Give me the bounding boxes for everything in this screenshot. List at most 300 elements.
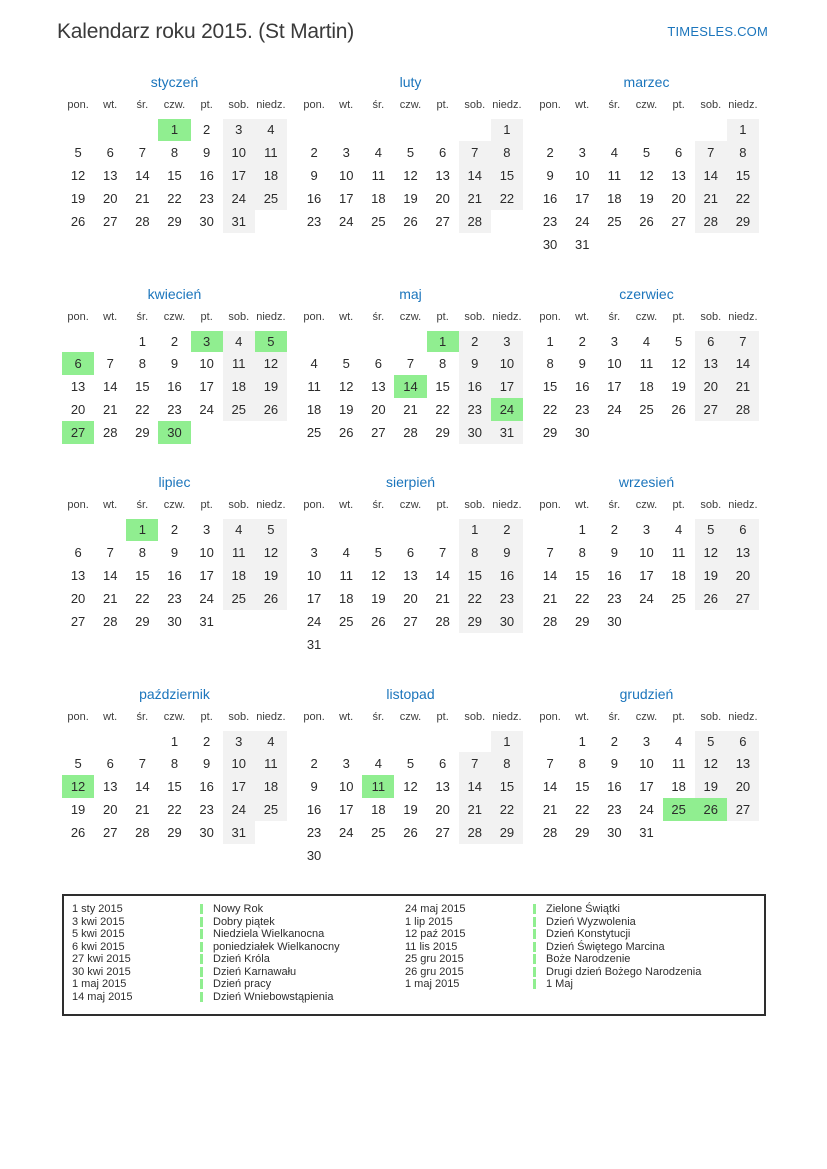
day-cell: 28 xyxy=(135,825,150,840)
day-cell: 26 xyxy=(255,398,287,421)
weekday-header: sob. xyxy=(223,499,255,518)
day-cell: 21 xyxy=(542,802,558,817)
day-cell: 16 xyxy=(542,190,558,206)
day-cell: 9 xyxy=(546,167,554,183)
weekday-header: pt. xyxy=(191,499,223,518)
empty-cell xyxy=(298,118,330,141)
empty-cell xyxy=(94,518,126,541)
day-cell: 12 xyxy=(695,752,727,775)
day-cell: 23 xyxy=(167,590,182,606)
day-cell: 19 xyxy=(639,190,654,206)
day-cell: 29 xyxy=(167,213,182,229)
holiday-day-cell: 30 xyxy=(158,421,190,444)
day-cell: 4 xyxy=(223,518,255,541)
weekday-header: śr. xyxy=(598,311,630,330)
day-cell: 13 xyxy=(70,379,86,394)
day-cell: 17 xyxy=(574,190,590,206)
day-cell: 23 xyxy=(199,802,214,817)
day-cell: 25 xyxy=(223,398,255,421)
day-cell: 9 xyxy=(610,756,618,771)
day-cell: 23 xyxy=(306,825,322,840)
day-cell: 2 xyxy=(598,729,630,752)
month-styczen xyxy=(62,74,287,233)
day-cell: 3 xyxy=(491,329,523,352)
day-cell: 11 xyxy=(223,541,255,564)
day-cell: 10 xyxy=(639,544,654,560)
empty-cell xyxy=(255,421,287,444)
day-cell: 18 xyxy=(223,375,255,398)
holiday-date: 1 lip 2015 xyxy=(405,915,453,928)
day-cell: 4 xyxy=(255,729,287,752)
day-cell: 2 xyxy=(598,518,630,541)
day-cell: 14 xyxy=(542,779,558,794)
day-cell: 8 xyxy=(491,141,523,164)
weekday-header: wt. xyxy=(330,99,362,118)
day-cell: 5 xyxy=(374,544,382,560)
empty-cell xyxy=(330,118,362,141)
empty-cell xyxy=(598,421,630,444)
holiday-day-cell: 3 xyxy=(191,329,223,352)
holiday-date: 5 kwi 2015 xyxy=(72,928,125,941)
day-cell: 15 xyxy=(491,164,523,187)
day-cell: 17 xyxy=(306,590,322,606)
empty-cell xyxy=(630,233,662,256)
day-cell: 6 xyxy=(675,144,683,160)
empty-cell xyxy=(362,118,394,141)
day-cell: 8 xyxy=(578,756,586,771)
holiday-day-cell: 25 xyxy=(663,798,695,821)
day-cell: 22 xyxy=(135,402,150,417)
day-cell: 7 xyxy=(106,356,114,371)
day-cell: 31 xyxy=(223,821,255,844)
weekday-header: czw. xyxy=(394,311,426,330)
day-cell: 14 xyxy=(727,352,759,375)
day-cell: 25 xyxy=(671,590,686,606)
day-cell: 13 xyxy=(371,379,386,394)
holiday-marker-icon xyxy=(533,929,536,939)
day-cell: 20 xyxy=(102,802,118,817)
weekday-header: niedz. xyxy=(491,99,523,118)
empty-cell xyxy=(695,610,727,633)
day-cell: 7 xyxy=(546,544,554,560)
day-cell: 27 xyxy=(403,613,418,629)
holiday-date: 1 maj 2015 xyxy=(72,978,127,991)
weekday-header: sob. xyxy=(695,499,727,518)
day-cell: 7 xyxy=(459,752,491,775)
empty-cell xyxy=(394,729,426,752)
day-cell: 8 xyxy=(138,544,146,560)
day-cell: 10 xyxy=(607,356,622,371)
day-cell: 7 xyxy=(406,356,415,371)
day-cell: 12 xyxy=(403,779,418,794)
empty-cell xyxy=(330,633,362,656)
day-cell: 30 xyxy=(574,425,590,440)
day-cell: 2 xyxy=(158,329,190,352)
day-cell: 16 xyxy=(459,375,491,398)
day-cell: 31 xyxy=(639,825,654,840)
empty-cell xyxy=(298,329,330,352)
empty-cell xyxy=(727,233,759,256)
month-calendar-styczen xyxy=(62,99,287,233)
day-cell: 27 xyxy=(70,613,86,629)
day-cell: 22 xyxy=(574,802,590,817)
day-cell: 19 xyxy=(371,590,386,606)
day-cell: 7 xyxy=(138,144,146,160)
weekday-header: sob. xyxy=(459,99,491,118)
day-cell: 24 xyxy=(338,213,354,229)
weekday-header: niedz. xyxy=(255,499,287,518)
day-cell: 3 xyxy=(342,144,350,160)
weekday-header: czw. xyxy=(158,99,190,118)
day-cell: 22 xyxy=(135,590,150,606)
weekday-header: pon. xyxy=(62,499,94,518)
weekday-header: czw. xyxy=(630,99,662,118)
day-cell: 8 xyxy=(170,144,179,160)
weekday-header: pon. xyxy=(298,499,330,518)
empty-cell xyxy=(62,518,94,541)
empty-cell xyxy=(330,844,362,867)
day-cell: 30 xyxy=(607,825,622,840)
day-cell: 13 xyxy=(727,541,759,564)
day-cell: 29 xyxy=(574,613,590,629)
day-cell: 4 xyxy=(374,756,382,771)
day-cell: 9 xyxy=(203,756,211,771)
day-cell: 1 xyxy=(491,118,523,141)
holiday-name: poniedziałek Wielkanocny xyxy=(213,940,340,953)
day-cell: 29 xyxy=(135,613,150,629)
weekday-header: wt. xyxy=(330,499,362,518)
day-cell: 12 xyxy=(403,167,418,183)
day-cell: 31 xyxy=(223,210,255,233)
weekday-header: wt. xyxy=(94,99,126,118)
day-cell: 7 xyxy=(727,329,759,352)
empty-cell xyxy=(94,329,126,352)
legend-item xyxy=(72,953,405,966)
weekday-header: pt. xyxy=(663,711,695,730)
day-cell: 28 xyxy=(135,213,150,229)
day-cell: 9 xyxy=(610,544,618,560)
day-cell: 25 xyxy=(223,587,255,610)
day-cell: 8 xyxy=(491,752,523,775)
day-cell: 10 xyxy=(574,167,590,183)
holiday-day-cell: 24 xyxy=(491,398,523,421)
day-cell: 12 xyxy=(255,352,287,375)
day-cell: 27 xyxy=(435,825,450,840)
weekday-header: czw. xyxy=(394,711,426,730)
empty-cell xyxy=(362,518,394,541)
weekday-header: pon. xyxy=(298,99,330,118)
day-cell: 4 xyxy=(610,144,618,160)
holiday-name: Dzień Świętego Marcina xyxy=(546,940,665,953)
day-cell: 26 xyxy=(70,213,86,229)
weekday-header: śr. xyxy=(126,711,158,730)
day-cell: 9 xyxy=(578,356,586,371)
empty-cell xyxy=(362,329,394,352)
day-cell: 17 xyxy=(199,567,214,583)
weekday-header: śr. xyxy=(362,499,394,518)
empty-cell xyxy=(663,821,695,844)
holiday-date: 1 maj 2015 xyxy=(405,978,460,991)
day-cell: 23 xyxy=(607,802,622,817)
day-cell: 5 xyxy=(342,356,350,371)
weekday-header: czw. xyxy=(630,711,662,730)
holiday-name: Dzień Wniebowstąpienia xyxy=(213,990,334,1003)
day-cell: 21 xyxy=(727,375,759,398)
empty-cell xyxy=(62,118,94,141)
day-cell: 27 xyxy=(727,798,759,821)
holiday-day-cell: 12 xyxy=(62,775,94,798)
day-cell: 24 xyxy=(223,187,255,210)
weekday-header: pon. xyxy=(534,499,566,518)
holiday-day-cell: 11 xyxy=(362,775,394,798)
day-cell: 2 xyxy=(491,518,523,541)
day-cell: 28 xyxy=(727,398,759,421)
day-cell: 5 xyxy=(74,756,82,771)
holiday-date: 26 gru 2015 xyxy=(405,965,464,978)
legend-item xyxy=(405,928,764,941)
holiday-name: Niedziela Wielkanocna xyxy=(213,928,325,941)
day-cell: 26 xyxy=(639,213,654,229)
day-cell: 3 xyxy=(578,144,586,160)
weekday-header: śr. xyxy=(362,711,394,730)
weekday-header: pt. xyxy=(427,499,459,518)
day-cell: 13 xyxy=(435,167,450,183)
month-calendar-wrzesien xyxy=(534,499,759,633)
day-cell: 3 xyxy=(342,756,350,771)
day-cell: 6 xyxy=(727,518,759,541)
holiday-marker-icon xyxy=(533,967,536,977)
month-calendar-pazdziernik xyxy=(62,711,287,845)
holiday-name: Dobry piątek xyxy=(213,915,275,928)
day-cell: 4 xyxy=(223,329,255,352)
day-cell: 19 xyxy=(70,802,86,817)
day-cell: 13 xyxy=(70,567,86,583)
weekday-header: niedz. xyxy=(727,99,759,118)
day-cell: 4 xyxy=(663,729,695,752)
day-cell: 25 xyxy=(639,402,654,417)
month-title-pazdziernik: październik xyxy=(139,685,210,702)
legend-column-left xyxy=(72,903,405,1003)
weekday-header: sob. xyxy=(223,711,255,730)
day-cell: 10 xyxy=(199,356,214,371)
day-cell: 31 xyxy=(306,636,322,652)
day-cell: 13 xyxy=(727,752,759,775)
empty-cell xyxy=(427,633,459,656)
day-cell: 20 xyxy=(727,775,759,798)
day-cell: 14 xyxy=(435,567,450,583)
holiday-day-cell: 5 xyxy=(255,329,287,352)
day-cell: 13 xyxy=(403,567,418,583)
empty-cell xyxy=(459,633,491,656)
day-cell: 20 xyxy=(435,190,450,206)
site-link[interactable]: TIMESLES.COM xyxy=(667,24,768,39)
day-cell: 8 xyxy=(138,356,146,371)
day-cell: 15 xyxy=(135,567,150,583)
day-cell: 21 xyxy=(435,590,450,606)
holiday-date: 12 paź 2015 xyxy=(405,928,466,941)
empty-cell xyxy=(630,118,662,141)
empty-cell xyxy=(534,518,566,541)
day-cell: 27 xyxy=(727,587,759,610)
weekday-header: pt. xyxy=(191,311,223,330)
day-cell: 23 xyxy=(607,590,622,606)
empty-cell xyxy=(427,729,459,752)
holiday-day-cell: 14 xyxy=(394,375,426,398)
day-cell: 15 xyxy=(167,167,182,183)
day-cell: 24 xyxy=(639,590,654,606)
day-cell: 29 xyxy=(459,610,491,633)
holiday-marker-icon xyxy=(200,967,203,977)
day-cell: 23 xyxy=(491,587,523,610)
weekday-header: pon. xyxy=(534,711,566,730)
empty-cell xyxy=(191,421,223,444)
day-cell: 23 xyxy=(199,190,214,206)
holiday-name: Nowy Rok xyxy=(213,903,264,916)
day-cell: 3 xyxy=(310,544,318,560)
day-cell: 1 xyxy=(126,329,158,352)
day-cell: 26 xyxy=(338,425,354,440)
month-title-luty: luty xyxy=(399,74,422,90)
empty-cell xyxy=(727,421,759,444)
weekday-header: pon. xyxy=(298,311,330,330)
holiday-marker-icon xyxy=(533,917,536,927)
day-cell: 18 xyxy=(338,590,354,606)
day-cell: 7 xyxy=(106,544,114,560)
holiday-day-cell: 1 xyxy=(427,329,459,352)
day-cell: 10 xyxy=(338,167,354,183)
weekday-header: śr. xyxy=(362,311,394,330)
day-cell: 17 xyxy=(338,190,354,206)
weekday-header: pt. xyxy=(663,99,695,118)
empty-cell xyxy=(394,844,426,867)
day-cell: 15 xyxy=(542,379,558,394)
day-cell: 18 xyxy=(639,379,654,394)
holiday-marker-icon xyxy=(200,942,203,952)
day-cell: 20 xyxy=(70,590,86,606)
empty-cell xyxy=(695,421,727,444)
weekday-header: wt. xyxy=(566,499,598,518)
day-cell: 20 xyxy=(671,190,686,206)
day-cell: 30 xyxy=(167,613,182,629)
weekday-header: pon. xyxy=(62,99,94,118)
day-cell: 17 xyxy=(223,164,255,187)
page-header xyxy=(57,20,768,44)
day-cell: 7 xyxy=(459,141,491,164)
day-cell: 20 xyxy=(403,590,418,606)
day-cell: 20 xyxy=(371,402,386,417)
day-cell: 13 xyxy=(435,779,450,794)
day-cell: 17 xyxy=(199,379,214,394)
day-cell: 2 xyxy=(546,144,554,160)
day-cell: 25 xyxy=(255,187,287,210)
holiday-name: Drugi dzień Bożego Narodzenia xyxy=(546,965,702,978)
day-cell: 31 xyxy=(574,236,590,252)
day-cell: 19 xyxy=(338,402,354,417)
day-cell: 8 xyxy=(439,356,447,371)
day-cell: 26 xyxy=(695,587,727,610)
day-cell: 14 xyxy=(695,164,727,187)
day-cell: 19 xyxy=(403,190,418,206)
day-cell: 23 xyxy=(306,213,322,229)
weekday-header: niedz. xyxy=(255,711,287,730)
day-cell: 13 xyxy=(102,167,118,183)
legend-item xyxy=(72,941,405,954)
holiday-date: 3 kwi 2015 xyxy=(72,915,125,928)
day-cell: 29 xyxy=(135,425,150,440)
month-title-marzec: marzec xyxy=(623,74,670,90)
month-marzec xyxy=(534,74,759,256)
day-cell: 14 xyxy=(135,167,150,183)
day-cell: 17 xyxy=(491,375,523,398)
day-cell: 9 xyxy=(170,544,179,560)
day-cell: 4 xyxy=(663,518,695,541)
day-cell: 27 xyxy=(102,825,118,840)
holiday-marker-icon xyxy=(200,904,203,914)
day-cell: 23 xyxy=(574,402,590,417)
day-cell: 9 xyxy=(203,144,211,160)
day-cell: 4 xyxy=(374,144,382,160)
empty-cell xyxy=(491,210,523,233)
empty-cell xyxy=(394,329,426,352)
day-cell: 15 xyxy=(435,379,450,394)
holiday-day-cell: 1 xyxy=(126,518,158,541)
holiday-name: Dzień Karnawału xyxy=(213,965,297,978)
day-cell: 12 xyxy=(639,167,654,183)
weekday-header: sob. xyxy=(695,711,727,730)
day-cell: 17 xyxy=(639,779,654,794)
day-cell: 1 xyxy=(459,518,491,541)
day-cell: 12 xyxy=(255,541,287,564)
weekday-header: śr. xyxy=(126,499,158,518)
weekday-header: śr. xyxy=(598,499,630,518)
empty-cell xyxy=(330,518,362,541)
day-cell: 20 xyxy=(102,190,118,206)
day-cell: 2 xyxy=(191,729,223,752)
day-cell: 30 xyxy=(542,236,558,252)
empty-cell xyxy=(62,329,94,352)
weekday-header: czw. xyxy=(630,311,662,330)
holiday-marker-icon xyxy=(533,954,536,964)
day-cell: 20 xyxy=(695,375,727,398)
empty-cell xyxy=(255,821,287,844)
day-cell: 27 xyxy=(671,213,686,229)
day-cell: 22 xyxy=(727,187,759,210)
day-cell: 18 xyxy=(255,775,287,798)
day-cell: 19 xyxy=(403,802,418,817)
day-cell: 28 xyxy=(695,210,727,233)
day-cell: 5 xyxy=(255,518,287,541)
day-cell: 18 xyxy=(607,190,622,206)
day-cell: 6 xyxy=(374,356,382,371)
empty-cell xyxy=(394,633,426,656)
empty-cell xyxy=(566,118,598,141)
day-cell: 16 xyxy=(574,379,590,394)
day-cell: 22 xyxy=(574,590,590,606)
day-cell: 3 xyxy=(191,518,223,541)
day-cell: 20 xyxy=(435,802,450,817)
day-cell: 5 xyxy=(642,144,651,160)
month-grudzien xyxy=(534,686,759,845)
empty-cell xyxy=(255,210,287,233)
day-cell: 10 xyxy=(491,352,523,375)
day-cell: 21 xyxy=(459,187,491,210)
day-cell: 27 xyxy=(371,425,386,440)
day-cell: 29 xyxy=(435,425,450,440)
empty-cell xyxy=(598,233,630,256)
month-title-listopad: listopad xyxy=(386,685,435,702)
month-calendar-marzec xyxy=(534,99,759,256)
month-title-sierpien: sierpień xyxy=(385,474,436,490)
